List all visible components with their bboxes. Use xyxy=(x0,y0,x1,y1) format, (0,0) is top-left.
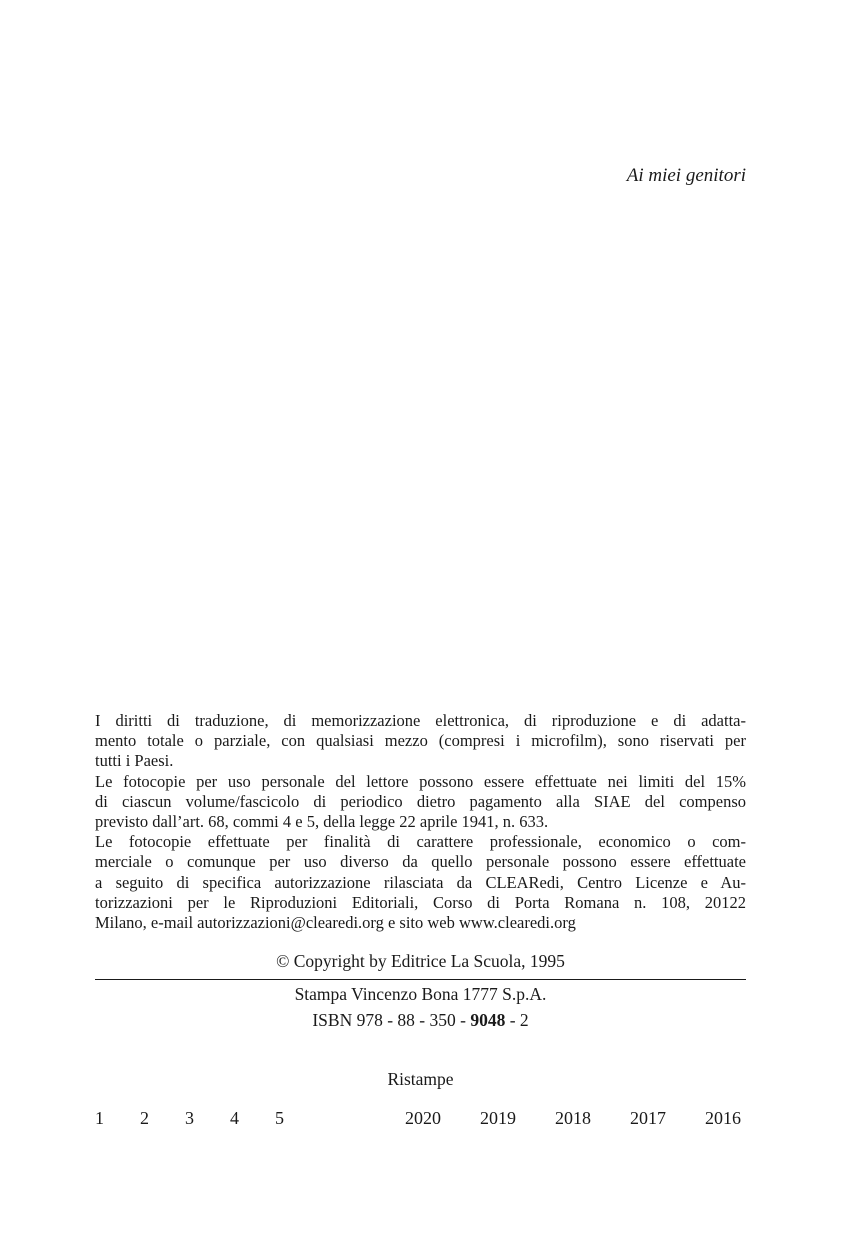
photocopy-line: previsto dall’art. 68, commi 4 e 5, della legge 22 aprile 1941, n. 633. xyxy=(95,812,549,832)
reprint-year: 2020 xyxy=(405,1108,441,1128)
copyright-notice: © Copyright by Editrice La Scuola, 1995 xyxy=(276,951,565,971)
isbn-prefix: ISBN 978 - 88 - 350 - xyxy=(312,1010,471,1030)
professional-copy-line: Le fotocopie effettuate per finalità di carattere professionale, economico o com- xyxy=(95,832,746,852)
professional-copy-line: torizzazioni per le Riproduzioni Editoriali, Corso di Porta Romana n. 108, 20122 xyxy=(95,892,746,912)
divider xyxy=(95,979,746,980)
reprint-year: 2017 xyxy=(630,1108,666,1128)
isbn xyxy=(95,1010,746,1031)
rights-line: tutti i Paesi. xyxy=(95,751,174,771)
printer-info: Stampa Vincenzo Bona 1777 S.p.A. xyxy=(294,984,547,1004)
rights-line: I diritti di traduzione, di memorizzazione elettronica, di riproduzione e di adatta- xyxy=(95,711,746,730)
rights-line: mento totale o parziale, con qualsiasi mezzo (compresi i microfilm), sono riservati per xyxy=(95,731,746,751)
professional-copy-line: merciale o comunque per uso diverso da quello personale possono essere effettuate xyxy=(95,852,746,872)
isbn-bold-part: 9048 xyxy=(470,1010,506,1030)
reprint-number: 4 xyxy=(230,1108,239,1128)
reprint-number: 5 xyxy=(275,1108,284,1128)
reprint-number: 3 xyxy=(185,1108,194,1128)
photocopy-line: Le fotocopie per uso personale del lettore possono essere effettuate nei limiti del 15% xyxy=(95,771,746,791)
professional-copy-line: a seguito di specifica autorizzazione rilasciata da CLEARedi, Centro Licenze e Au- xyxy=(95,872,746,892)
photocopy-line: di ciascun volume/fascicolo di periodico dietro pagamento alla SIAE del compenso xyxy=(95,791,746,811)
reprints-label: Ristampe xyxy=(387,1069,454,1089)
reprint-number: 2 xyxy=(140,1108,149,1128)
rights-notice xyxy=(95,711,746,933)
professional-copy-line: Milano, e-mail autorizzazioni@clearedi.org e sito web www.clearedi.org xyxy=(95,913,576,933)
dedication: Ai miei genitori xyxy=(626,165,746,186)
reprint-number: 1 xyxy=(95,1108,104,1128)
reprint-year: 2018 xyxy=(555,1108,591,1128)
isbn-suffix: - 2 xyxy=(505,1010,529,1030)
reprint-year: 2019 xyxy=(480,1108,516,1128)
reprint-year: 2016 xyxy=(705,1108,741,1128)
